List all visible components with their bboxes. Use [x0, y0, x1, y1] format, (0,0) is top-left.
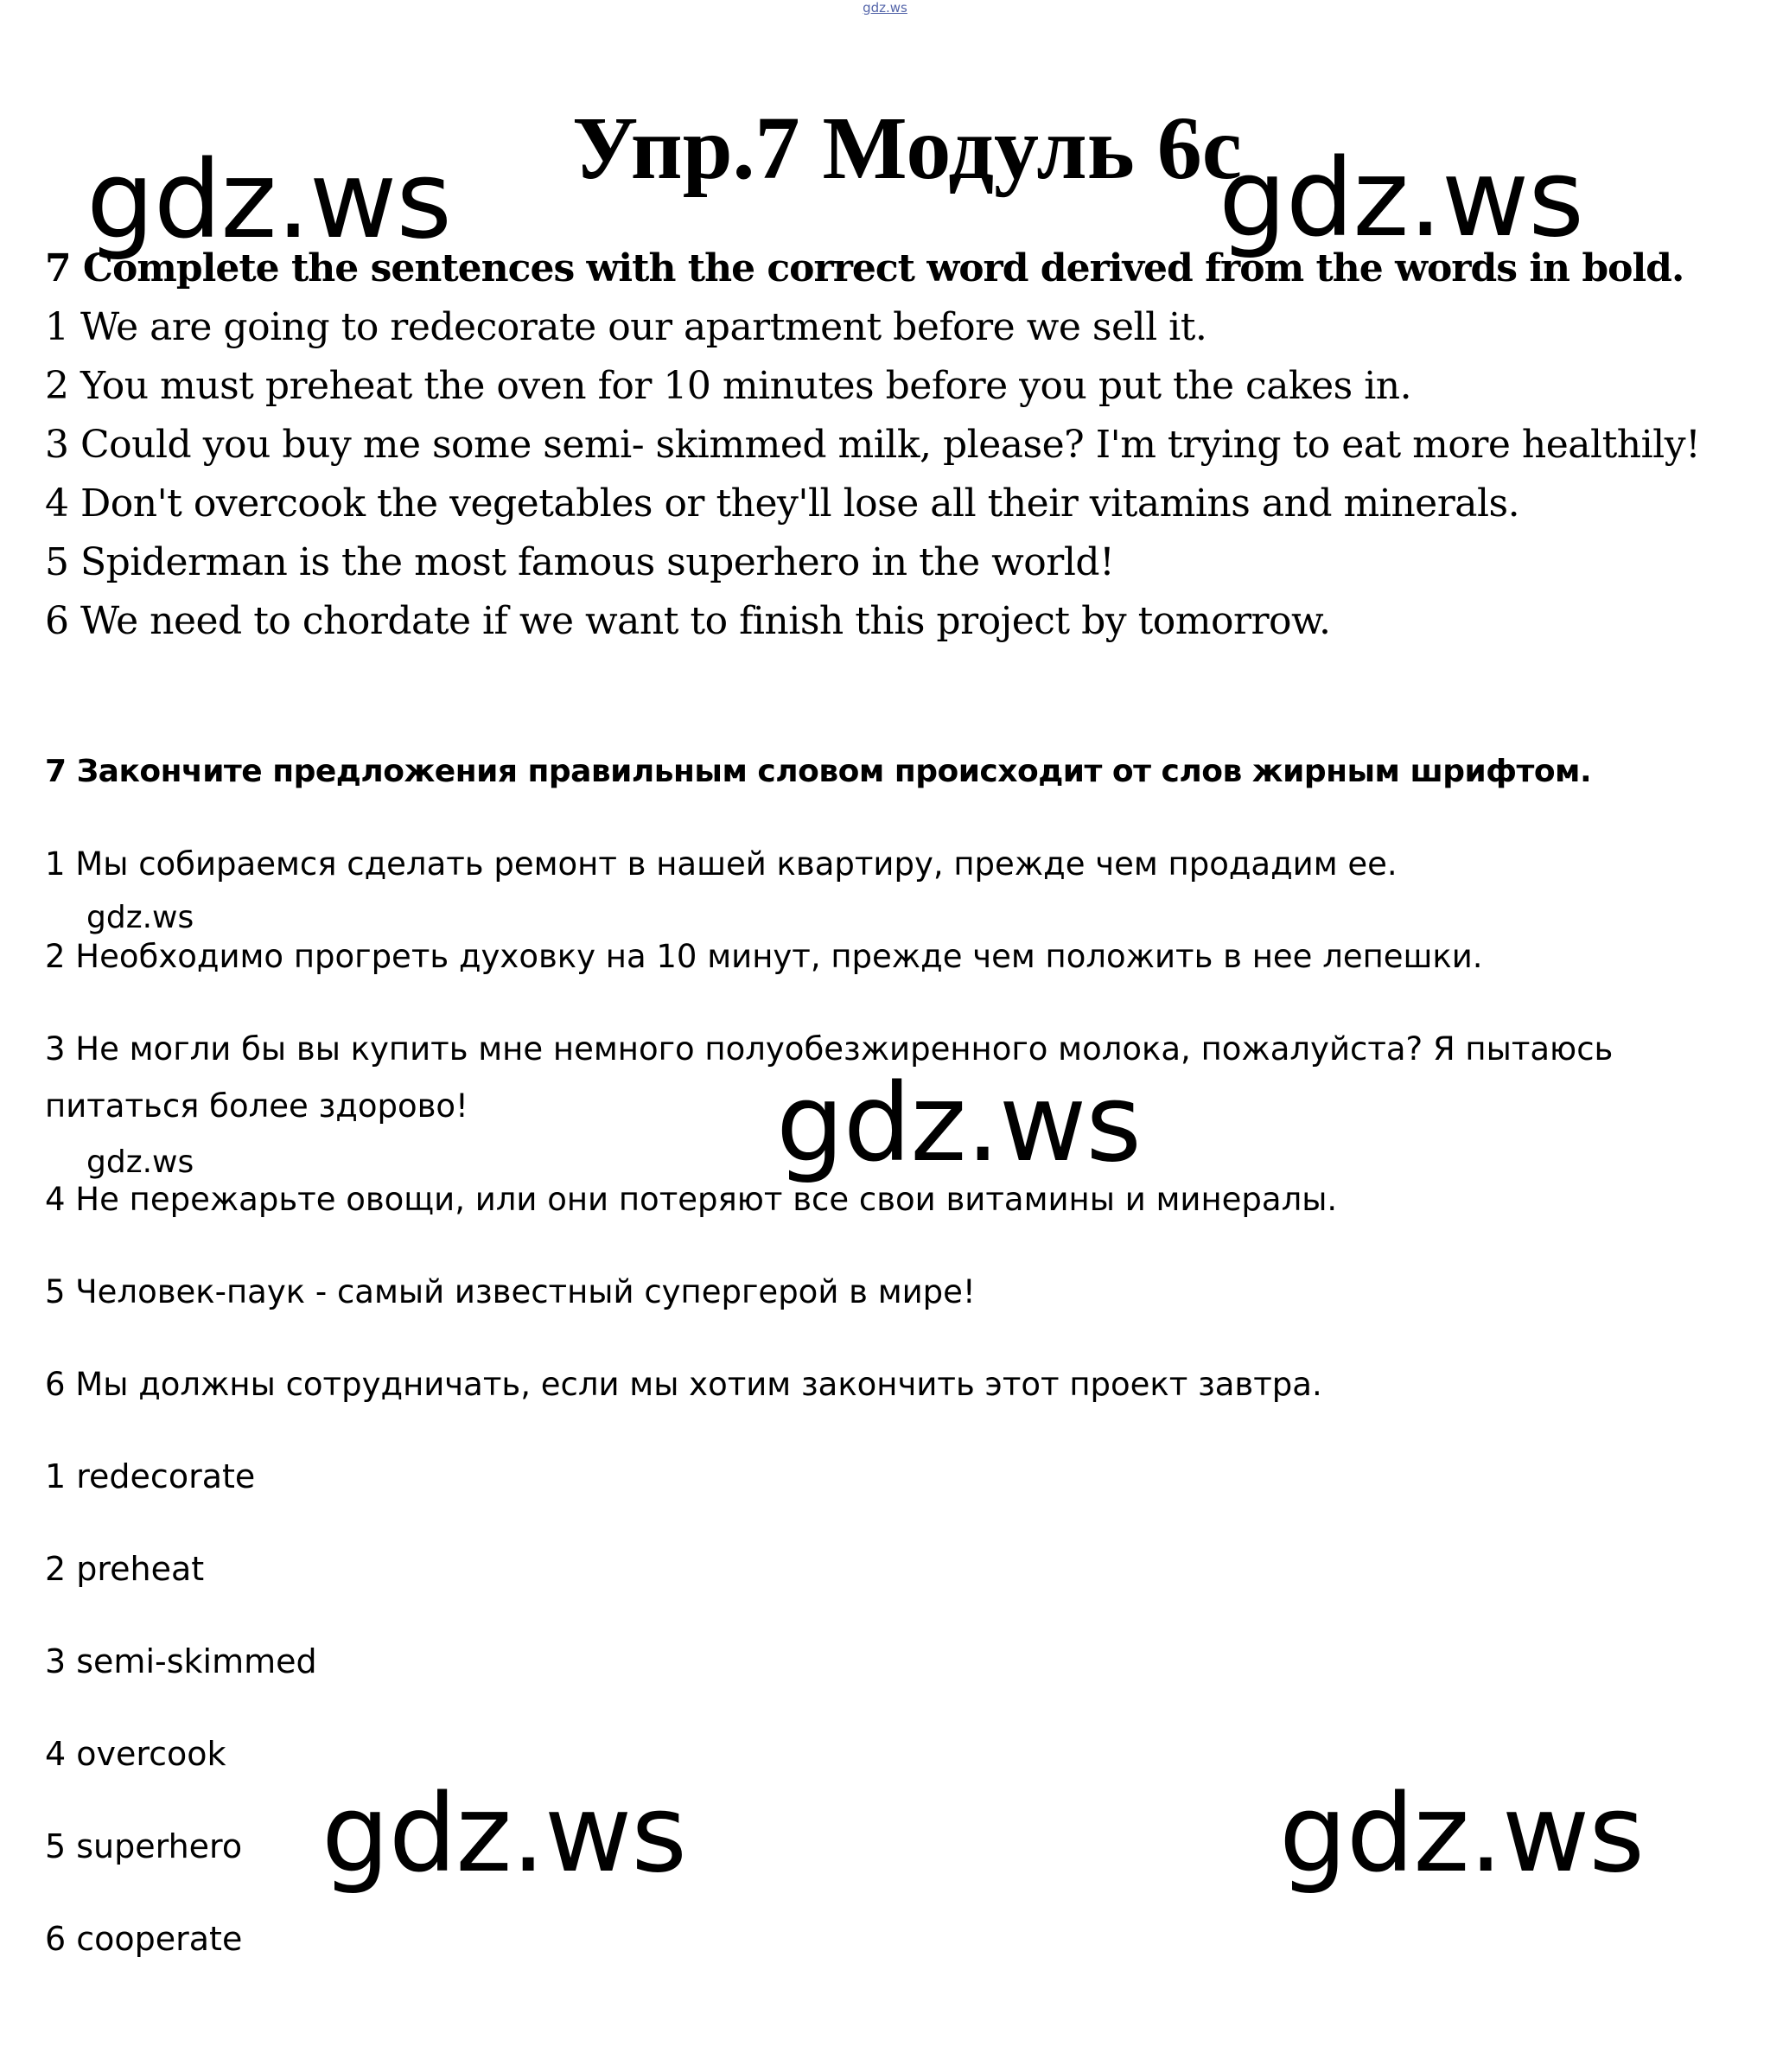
- watermark-small-2: gdz.ws: [86, 1144, 194, 1180]
- russian-sentence-3: 3 Не могли бы вы купить мне немного полуобезжиренного молока, пожалуйста? Я пытаюсь: [45, 1030, 1614, 1068]
- watermark-top-left: gdz.ws: [86, 138, 451, 263]
- russian-sentence-4: 4 Не пережарьте овощи, или они потеряют все свои витамины и минералы.: [45, 1181, 1338, 1218]
- answer-4: 4 overcook: [45, 1735, 226, 1773]
- english-sentence-5: 5 Spiderman is the most famous superhero in the world!: [45, 540, 1115, 584]
- answer-2: 2 preheat: [45, 1550, 205, 1588]
- watermark-center: gdz.ws: [776, 1062, 1141, 1186]
- answer-5: 5 superhero: [45, 1827, 243, 1865]
- english-sentence-4: 4 Don't overcook the vegetables or they'll lose all their vitamins and minerals.: [45, 481, 1520, 526]
- english-sentence-3: 3 Could you buy me some semi- skimmed milk, please? I'm trying to eat more healthily!: [45, 423, 1701, 467]
- russian-task-heading: 7 Закончите предложения правильным словом происходит от слов жирным шрифтом.: [45, 754, 1592, 789]
- watermark-small-1: gdz.ws: [86, 900, 194, 935]
- english-sentence-1: 1 We are going to redecorate our apartment before we sell it.: [45, 305, 1207, 349]
- russian-sentence-5: 5 Человек-паук - самый известный супергерой в мире!: [45, 1273, 976, 1310]
- page-title: Упр.7 Модуль 6с: [572, 99, 1242, 198]
- watermark-top-right: gdz.ws: [1219, 137, 1583, 261]
- watermark-bottom-right: gdz.ws: [1279, 1772, 1644, 1897]
- english-sentence-6: 6 We need to chordate if we want to finish this project by tomorrow.: [45, 599, 1331, 643]
- answer-3: 3 semi-skimmed: [45, 1642, 317, 1680]
- russian-sentence-3-cont: питаться более здорово!: [45, 1087, 468, 1125]
- russian-sentence-2: 2 Необходимо прогреть духовку на 10 минут, прежде чем положить в нее лепешки.: [45, 938, 1483, 975]
- english-task-heading: 7 Complete the sentences with the correct word derived from the words in bold.: [45, 246, 1684, 290]
- answer-1: 1 redecorate: [45, 1457, 256, 1495]
- english-sentence-2: 2 You must preheat the oven for 10 minutes before you put the cakes in.: [45, 364, 1412, 408]
- top-watermark-link[interactable]: gdz.ws: [863, 0, 907, 16]
- watermark-bottom-left: gdz.ws: [322, 1772, 686, 1897]
- answer-6: 6 cooperate: [45, 1920, 243, 1958]
- russian-sentence-6: 6 Мы должны сотрудничать, если мы хотим закончить этот проект завтра.: [45, 1366, 1322, 1403]
- russian-sentence-1: 1 Мы собираемся сделать ремонт в нашей квартиру, прежде чем продадим ее.: [45, 845, 1398, 883]
